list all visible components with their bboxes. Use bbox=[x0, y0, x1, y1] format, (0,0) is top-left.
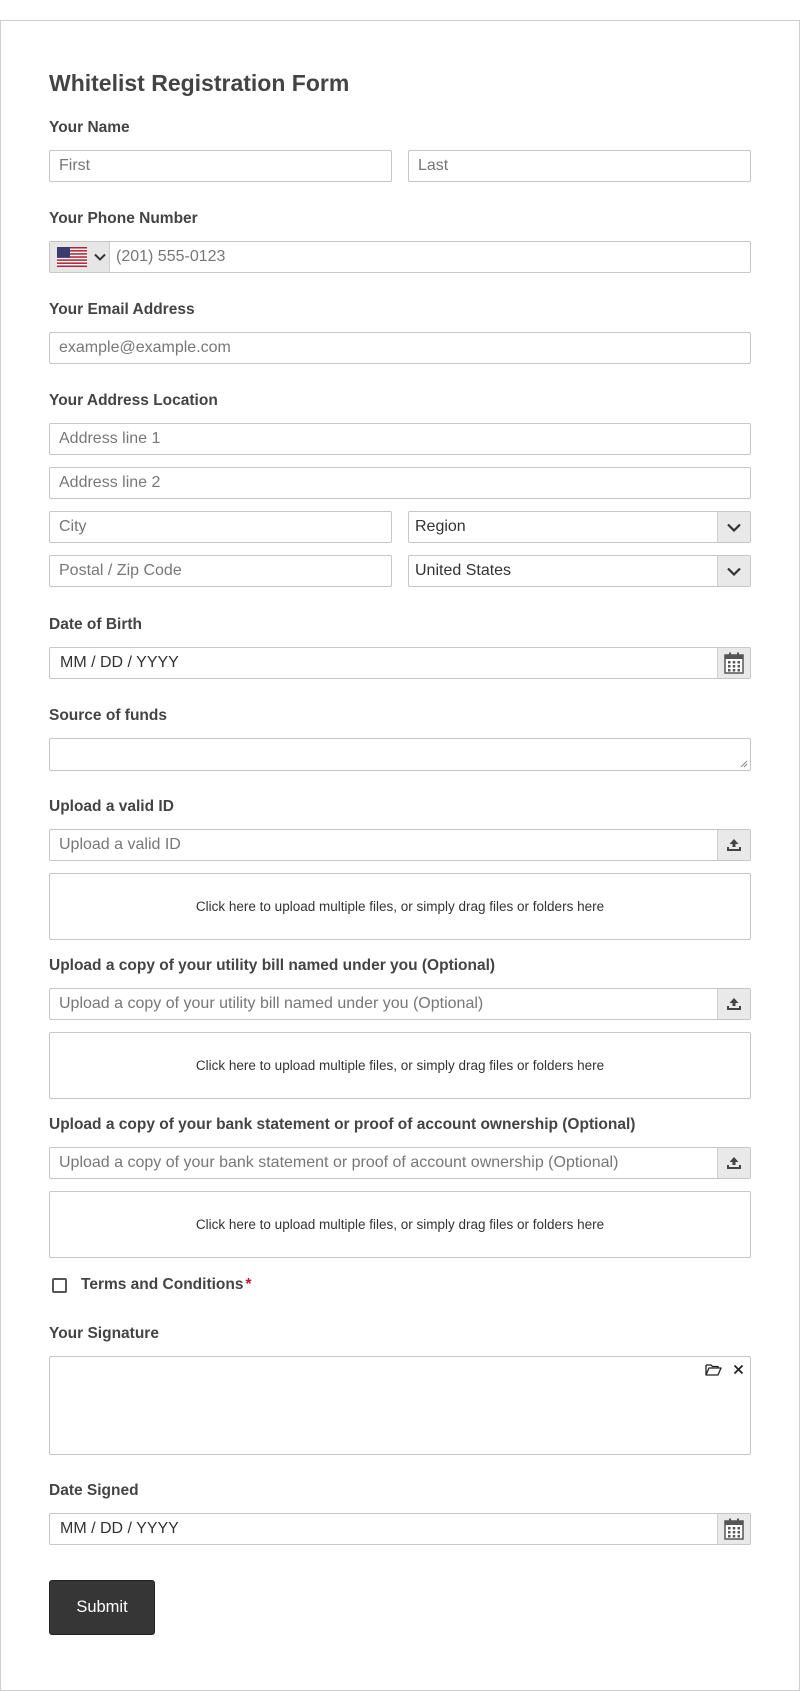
postal-code-placeholder: Postal / Zip Code bbox=[59, 562, 182, 579]
region-select[interactable] bbox=[408, 511, 751, 543]
required-mark: * bbox=[245, 1276, 252, 1293]
postal-code-input[interactable] bbox=[49, 555, 392, 587]
email-input[interactable] bbox=[49, 332, 751, 364]
chevron-down-icon bbox=[727, 523, 741, 532]
city-placeholder: City bbox=[59, 518, 87, 535]
folder-open-icon[interactable] bbox=[705, 1363, 722, 1376]
last-name-placeholder: Last bbox=[418, 157, 449, 174]
chevron-down-icon bbox=[94, 253, 106, 261]
first-name-placeholder: First bbox=[59, 157, 91, 174]
upload-bill-dropzone[interactable]: Click here to upload multiple files, or simply drag files or folders here bbox=[49, 1032, 751, 1099]
terms-label[interactable] bbox=[81, 1276, 252, 1294]
region-value: Region bbox=[415, 518, 466, 535]
form-title: Whitelist Registration Form bbox=[49, 70, 350, 96]
upload-id-input[interactable] bbox=[49, 829, 751, 861]
date-signed-calendar-button[interactable] bbox=[717, 1514, 750, 1544]
country-code-select[interactable] bbox=[50, 242, 110, 272]
upload-icon bbox=[726, 1156, 742, 1170]
upload-bank-label: Upload a copy of your bank statement or proof of account ownership (Optional) bbox=[49, 1116, 636, 1133]
first-name-input[interactable] bbox=[49, 150, 392, 182]
submit-button[interactable]: Submit bbox=[49, 1580, 155, 1635]
address-line1-placeholder: Address line 1 bbox=[59, 430, 161, 447]
upload-id-placeholder: Upload a valid ID bbox=[59, 836, 181, 853]
region-dropdown-button[interactable] bbox=[717, 512, 750, 542]
funds-textarea[interactable] bbox=[49, 738, 751, 771]
email-placeholder: example@example.com bbox=[59, 339, 231, 356]
address-line1-input[interactable] bbox=[49, 423, 751, 455]
upload-id-label: Upload a valid ID bbox=[49, 798, 174, 815]
us-flag-icon bbox=[57, 247, 87, 267]
name-label: Your Name bbox=[49, 119, 130, 136]
resize-handle-icon bbox=[740, 760, 748, 768]
upload-bank-placeholder: Upload a copy of your bank statement or proof of account ownership (Optional) bbox=[59, 1154, 619, 1171]
upload-icon bbox=[726, 997, 742, 1011]
upload-bank-dropzone[interactable]: Click here to upload multiple files, or simply drag files or folders here bbox=[49, 1191, 751, 1258]
funds-label: Source of funds bbox=[49, 707, 167, 724]
upload-bill-input[interactable] bbox=[49, 988, 751, 1020]
phone-input[interactable] bbox=[49, 241, 751, 273]
city-input[interactable] bbox=[49, 511, 392, 543]
phone-placeholder: (201) 555-0123 bbox=[116, 248, 226, 265]
calendar-icon bbox=[724, 1518, 744, 1540]
terms-checkbox[interactable] bbox=[52, 1278, 67, 1293]
phone-label: Your Phone Number bbox=[49, 210, 198, 227]
last-name-input[interactable] bbox=[408, 150, 751, 182]
calendar-icon bbox=[724, 652, 744, 674]
dob-placeholder: MM / DD / YYYY bbox=[60, 654, 179, 671]
upload-bank-button[interactable] bbox=[717, 1148, 750, 1178]
chevron-down-icon bbox=[727, 567, 741, 576]
upload-icon bbox=[726, 838, 742, 852]
country-dropdown-button[interactable] bbox=[717, 556, 750, 586]
address-line2-placeholder: Address line 2 bbox=[59, 474, 161, 491]
dob-calendar-button[interactable] bbox=[717, 648, 750, 678]
upload-bill-label: Upload a copy of your utility bill named under you (Optional) bbox=[49, 957, 496, 974]
date-signed-placeholder: MM / DD / YYYY bbox=[60, 1520, 179, 1537]
date-signed-label: Date Signed bbox=[49, 1482, 139, 1499]
upload-bill-button[interactable] bbox=[717, 989, 750, 1019]
dob-label: Date of Birth bbox=[49, 616, 142, 633]
country-select[interactable] bbox=[408, 555, 751, 587]
date-signed-input[interactable] bbox=[49, 1513, 751, 1545]
upload-id-dropzone[interactable]: Click here to upload multiple files, or simply drag files or folders here bbox=[49, 873, 751, 940]
email-label: Your Email Address bbox=[49, 301, 195, 318]
dob-input[interactable] bbox=[49, 647, 751, 679]
upload-bank-input[interactable] bbox=[49, 1147, 751, 1179]
address-label: Your Address Location bbox=[49, 392, 218, 409]
signature-pad[interactable] bbox=[49, 1356, 751, 1455]
terms-label-text: Terms and Conditions bbox=[81, 1276, 244, 1293]
upload-id-button[interactable] bbox=[717, 830, 750, 860]
signature-label: Your Signature bbox=[49, 1325, 159, 1342]
country-value: United States bbox=[415, 562, 512, 579]
address-line2-input[interactable] bbox=[49, 467, 751, 499]
close-icon[interactable] bbox=[733, 1364, 744, 1375]
upload-bill-placeholder: Upload a copy of your utility bill named under you (Optional) bbox=[59, 995, 484, 1012]
